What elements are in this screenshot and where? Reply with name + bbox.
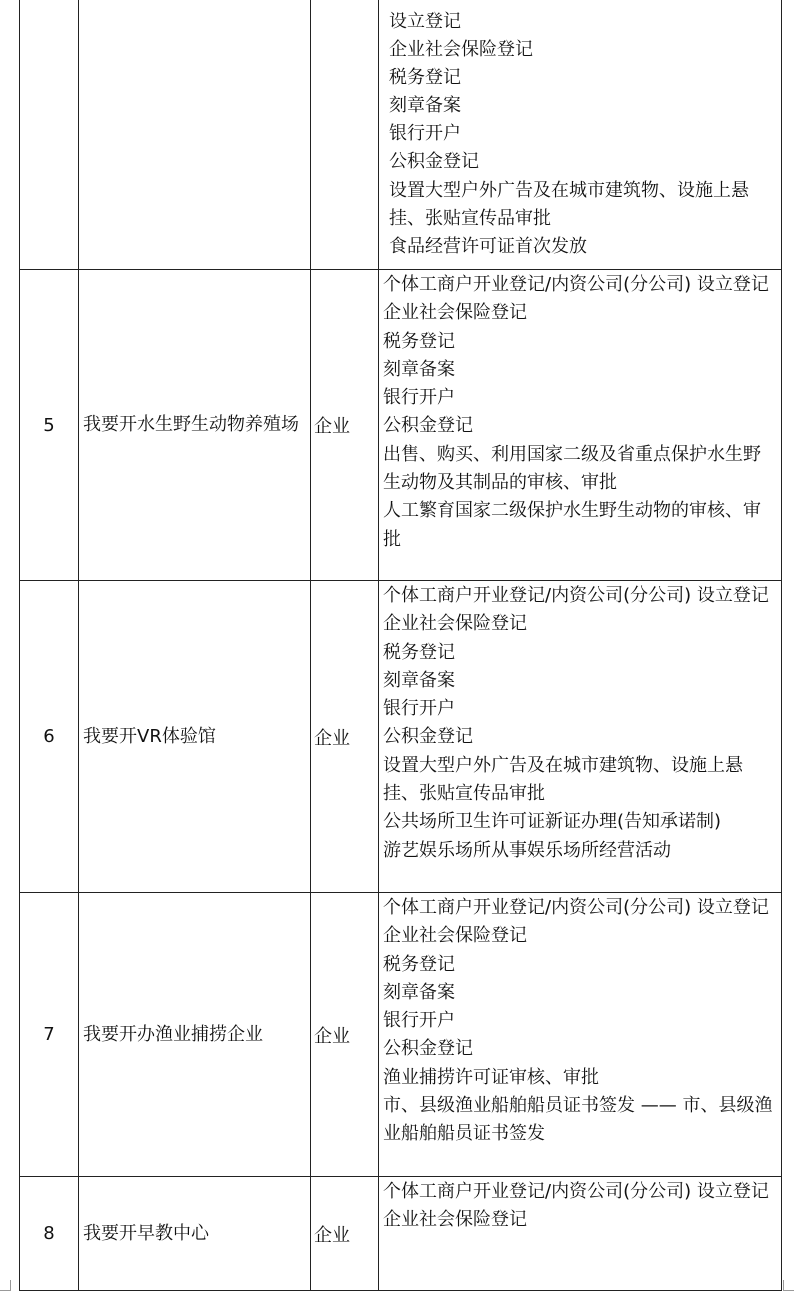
list-item: 刻章备案 <box>383 981 455 1003</box>
row-items <box>379 270 782 580</box>
list-item: 市、县级渔业船舶船员证书签发 —— 市、县级渔业船舶船员证书签发 <box>383 1095 773 1145</box>
list-item: 公共场所卫生许可证新证办理(告知承诺制) <box>383 811 722 833</box>
row-number <box>19 0 79 269</box>
list-item: 企业社会保险登记 <box>383 1209 527 1231</box>
list-item: 公积金登记 <box>389 151 479 173</box>
row-title <box>79 0 311 269</box>
row-items <box>379 581 782 892</box>
list-item: 银行开户 <box>383 698 455 720</box>
row-type: 企业 <box>311 893 379 1176</box>
list-item: 游艺娱乐场所从事娱乐场所经营活动 <box>383 839 671 861</box>
row-type: 企业 <box>311 581 379 892</box>
list-item: 刻章备案 <box>389 95 461 117</box>
list-item: 人工繁育国家二级保护水生野生动物的审核、审批 <box>383 500 761 550</box>
list-item: 企业社会保险登记 <box>383 613 527 635</box>
list-item: 银行开户 <box>383 1010 455 1032</box>
row-title: 我要开早教中心 <box>79 1177 311 1290</box>
list-item: 刻章备案 <box>383 358 455 380</box>
row-items <box>379 893 782 1176</box>
table-row <box>19 893 782 1177</box>
row-title: 我要开办渔业捕捞企业 <box>79 893 311 1176</box>
row-type <box>311 0 379 269</box>
list-item: 个体工商户开业登记/内资公司(分公司) 设立登记 <box>383 274 769 295</box>
list-item: 渔业捕捞许可证审核、审批 <box>383 1066 599 1088</box>
list-item: 企业社会保险登记 <box>383 925 527 947</box>
row-type: 企业 <box>311 270 379 580</box>
list-item: 个体工商户开业登记/内资公司(分公司) 设立登记 <box>383 585 769 606</box>
row-number: 7 <box>19 893 79 1176</box>
list-item: 个体工商户开业登记/内资公司(分公司) 设立登记 <box>383 1181 769 1202</box>
list-item: 设置大型户外广告及在城市建筑物、设施上悬挂、张贴宣传品审批 <box>389 179 749 229</box>
table-row <box>19 1177 782 1291</box>
list-item: 企业社会保险登记 <box>389 39 533 61</box>
row-type: 企业 <box>311 1177 379 1290</box>
list-item: 税务登记 <box>383 641 455 663</box>
table-row <box>19 270 782 581</box>
list-item: 税务登记 <box>383 330 455 352</box>
list-item: 设置大型户外广告及在城市建筑物、设施上悬挂、张贴宣传品审批 <box>383 754 743 805</box>
crop-mark <box>0 1280 11 1291</box>
crop-mark <box>783 1280 794 1291</box>
row-items <box>379 1177 782 1290</box>
list-item: 公积金登记 <box>383 1038 473 1060</box>
row-number: 8 <box>19 1177 79 1290</box>
list-item: 银行开户 <box>389 123 461 145</box>
list-item: 企业社会保险登记 <box>383 302 527 324</box>
table-row <box>19 0 782 270</box>
list-item: 设立登记 <box>389 11 461 32</box>
row-title: 我要开VR体验馆 <box>79 581 311 892</box>
list-item: 公积金登记 <box>383 726 473 748</box>
list-item: 税务登记 <box>389 67 461 89</box>
list-item: 个体工商户开业登记/内资公司(分公司) 设立登记 <box>383 897 769 918</box>
table-row <box>19 581 782 893</box>
list-item: 税务登记 <box>383 953 455 975</box>
list-item: 出售、购买、利用国家二级及省重点保护水生野生动物及其制品的审核、审批 <box>383 443 761 494</box>
list-item: 刻章备案 <box>383 669 455 691</box>
list-item: 公积金登记 <box>383 415 473 437</box>
list-item: 食品经营许可证首次发放 <box>389 235 587 257</box>
list-item: 银行开户 <box>383 387 455 409</box>
row-items <box>379 0 782 269</box>
row-number: 6 <box>19 581 79 892</box>
row-title: 我要开水生野生动物养殖场 <box>79 270 311 580</box>
row-number: 5 <box>19 270 79 580</box>
